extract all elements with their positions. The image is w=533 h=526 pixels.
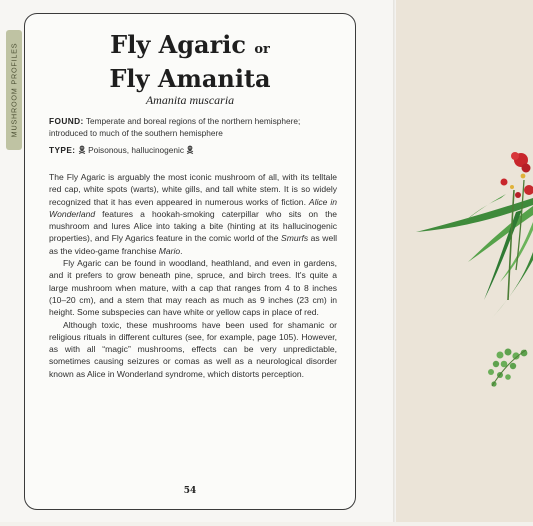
illustration-page bbox=[396, 0, 533, 522]
paragraph-2: Fly Agaric can be found in woodland, heathland, and even in gardens, and it prefers to grow beneath pine, spruce, and birch trees. It's quite a large mushroom when mature, with a cap that ranges from 4 to 8 inches (10–20 cm), and a stem that may reach as much as 9 inches (23 cm) in height. Some subspecies can have white or yellow caps in place of red. bbox=[49, 258, 337, 318]
section-tab-label: MUSHROOM PROFILES bbox=[9, 42, 19, 138]
title-primary: Fly Agaric bbox=[110, 30, 246, 59]
plant-illustration bbox=[396, 0, 533, 522]
skull-crossbones-icon bbox=[78, 145, 86, 154]
found-label: FOUND: bbox=[49, 116, 84, 126]
type-text: Poisonous, hallucinogenic bbox=[88, 145, 185, 155]
title-or: or bbox=[254, 42, 270, 57]
page-title bbox=[25, 30, 355, 93]
title-secondary: Fly Amanita bbox=[109, 64, 271, 93]
paragraph-3: Although toxic, these mushrooms have been used for shamanic or religious rituals in different cultures (see, for example, page 105). However, as with all “magic” mushrooms, effects can be very unpredictable, sometimes causing seizures or comas as well as a neurological disorder known as Alice in Wonderland syndrome, which distorts perception. bbox=[49, 319, 337, 379]
paragraph-1: The Fly Agaric is arguably the most iconic mushroom of all, with its telltale red cap, white spots (warts), white gills, and tall white stem. It is so widely recognized that it has even appeared in numerous works of fiction. Alice in Wonderland features a hookah-smoking caterpillar who sits on the mushroom and lures Alice into taking a bite (hinting at its hallucinogenic properties), and Fly Agarics feature in the comic world of the Smurfs as well as the video-game franchise Mario. bbox=[49, 172, 338, 256]
found-text: Temperate and boreal regions of the northern hemisphere; introduced to much of the southern hemisphere bbox=[49, 116, 301, 138]
scientific-name: Amanita muscaria bbox=[145, 93, 235, 107]
type-section bbox=[49, 144, 337, 156]
type-label: TYPE: bbox=[49, 145, 76, 155]
found-section bbox=[49, 115, 337, 139]
mushroom-profile-card bbox=[24, 13, 356, 510]
body-text bbox=[49, 171, 337, 380]
section-tab bbox=[6, 30, 22, 150]
skull-crossbones-icon bbox=[186, 145, 194, 154]
page-number: 54 bbox=[183, 486, 197, 496]
